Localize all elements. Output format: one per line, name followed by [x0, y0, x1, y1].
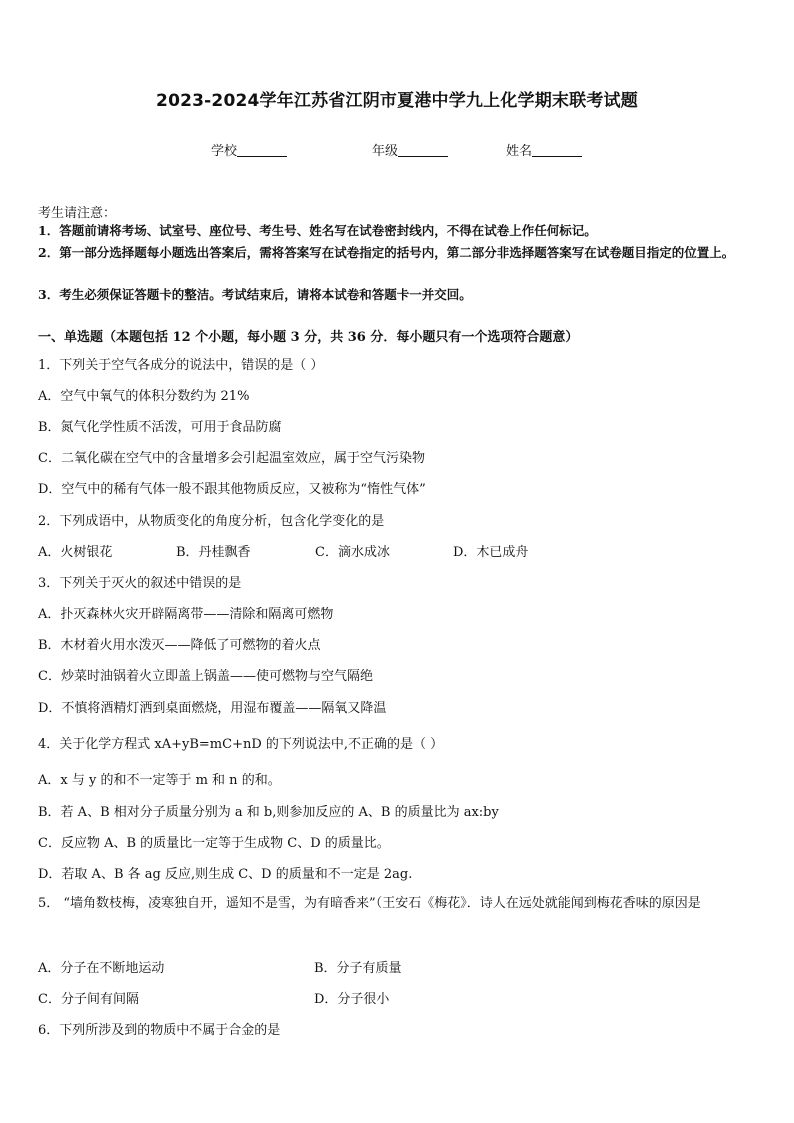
- question-4-option-d: D．若取 A、B 各 ag 反应,则生成 C、D 的质量和不一定是 2ag.: [38, 867, 413, 882]
- page-title: 2023-2024学年江苏省江阴市夏港中学九上化学期末联考试题: [156, 91, 638, 111]
- question-1-option-b: B．氮气化学性质不活泼，可用于食品防腐: [38, 420, 282, 435]
- question-3-stem: 3．下列关于灭火的叙述中错误的是: [38, 576, 242, 591]
- notice-heading: 考生请注意：: [38, 206, 117, 221]
- name-blank[interactable]: [532, 142, 582, 157]
- question-2-stem: 2．下列成语中，从物质变化的角度分析，包含化学变化的是: [38, 514, 385, 529]
- question-5-option-b: B．分子有质量: [314, 961, 402, 976]
- section-title: 一、单选题（本题包括 12 个小题，每小题 3 分，共 36 分．每小题只有一个选项符合题意）: [38, 330, 579, 345]
- question-2-option-b: B．丹桂飘香: [176, 545, 251, 560]
- question-5-option-a: A．分子在不断地运动: [38, 961, 165, 976]
- grade-blank[interactable]: [398, 142, 448, 157]
- question-5-option-c: C．分子间有间隔: [38, 992, 139, 1007]
- school-field: [211, 140, 287, 159]
- question-5-option-d: D．分子很小: [314, 992, 390, 1007]
- name-label: 姓名: [506, 144, 533, 159]
- question-5-stem: 5． “墙角数枝梅，凌寒独自开，遥知不是雪，为有暗香来”（王安石《梅花》．诗人在远处就能闻到梅花香味的原因是: [38, 896, 701, 911]
- question-3-option-a: A．扑灭森林火灾开辟隔离带——清除和隔离可燃物: [38, 607, 334, 622]
- question-4-option-a: A．x 与 y 的和不一定等于 m 和 n 的和。: [38, 773, 281, 788]
- grade-field: [372, 140, 448, 159]
- notice-item-3: 3．考生必须保证答题卡的整洁。考试结束后，请将本试卷和答题卡一并交回。: [38, 287, 472, 302]
- question-4-option-b: B．若 A、B 相对分子质量分别为 a 和 b,则参加反应的 A、B 的质量比为 ax:by: [38, 805, 499, 820]
- question-3-option-b: B．木材着火用水泼灭——降低了可燃物的着火点: [38, 638, 321, 653]
- grade-label: 年级: [372, 144, 399, 159]
- question-1-option-d: D．空气中的稀有气体一般不跟其他物质反应，又被称为“惰性气体”: [38, 482, 426, 497]
- question-2-option-c: C．滴水成冰: [315, 545, 390, 560]
- question-4-option-c: C．反应物 A、B 的质量比一定等于生成物 C、D 的质量比。: [38, 836, 390, 851]
- notice-item-1: 1．答题前请将考场、试室号、座位号、考生号、姓名写在试卷密封线内，不得在试卷上作任何标记。: [38, 223, 597, 238]
- question-3-option-c: C．炒菜时油锅着火立即盖上锅盖——使可燃物与空气隔绝: [38, 669, 373, 684]
- school-blank[interactable]: [237, 142, 287, 157]
- question-6-stem: 6．下列所涉及到的物质中不属于合金的是: [38, 1023, 281, 1038]
- question-1-option-a: A．空气中氧气的体积分数约为 21%: [38, 389, 250, 404]
- question-1-stem: 1．下列关于空气各成分的说法中，错误的是（ ）: [38, 358, 324, 373]
- question-4-stem: 4．关于化学方程式 xA+yB=mC+nD 的下列说法中,不正确的是（ ）: [38, 737, 444, 752]
- question-1-option-c: C．二氧化碳在空气中的含量增多会引起温室效应，属于空气污染物: [38, 451, 425, 466]
- question-2-option-a: A．火树银花: [38, 545, 113, 560]
- student-info-row: [0, 140, 794, 160]
- school-label: 学校: [211, 144, 238, 159]
- name-field: [506, 140, 582, 159]
- notice-item-2: 2．第一部分选择题每小题选出答案后，需将答案写在试卷指定的括号内，第二部分非选择题答案写在试卷题目指定的位置上。: [38, 245, 735, 260]
- question-2-option-d: D．木已成舟: [453, 545, 529, 560]
- question-3-option-d: D．不慎将酒精灯洒到桌面燃烧，用湿布覆盖——隔氧又降温: [38, 701, 387, 716]
